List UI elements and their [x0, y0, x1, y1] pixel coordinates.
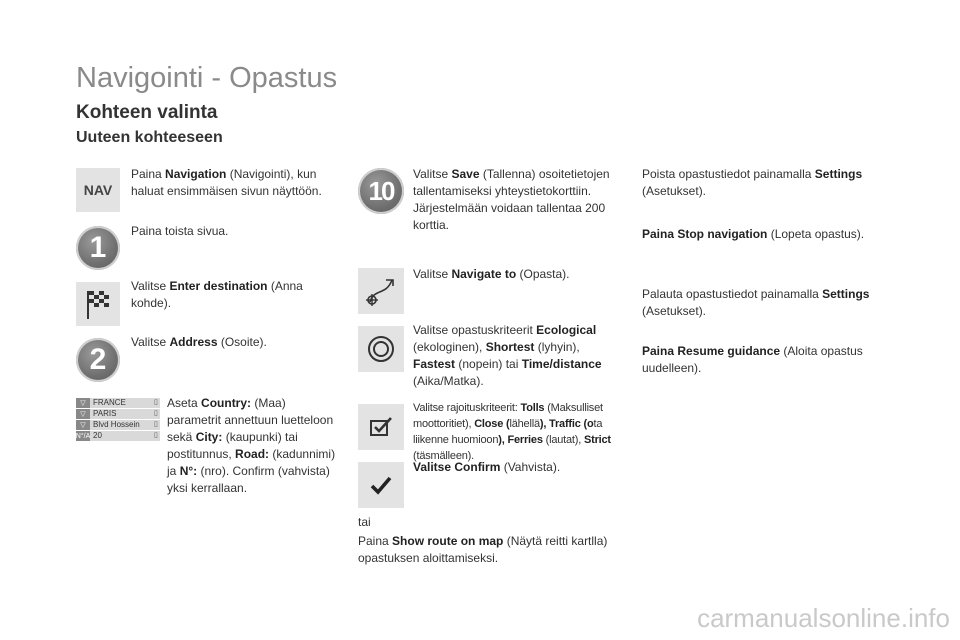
col2-step-save: Valitse Save (Tallenna) osoitetietojen tallentamiseksi yhteystietokorttiin. Järjestelmään voidaan tallentaa 200 korttia. — [413, 167, 610, 232]
col2-or: tai — [358, 515, 371, 529]
checkered-flag-icon — [76, 282, 120, 326]
address-row: ▽ Blvd Hossein ▯ — [76, 420, 160, 431]
step-10-icon: 10 — [358, 168, 404, 214]
nav-button-icon: NAV — [76, 168, 120, 212]
col1-step-page: Paina toista sivua. — [131, 224, 229, 238]
col1-step-navigation: Paina Navigation (Navigointi), kun haluat ensimmäisen sivun näyttöön. — [131, 167, 322, 198]
edit-icon: ▯ — [154, 420, 160, 430]
col3-resume-guidance: Paina Resume guidance (Aloita opastus uudelleen). — [642, 344, 863, 375]
col1-step-enter-destination: Valitse Enter destination (Anna kohde). — [131, 279, 303, 310]
col2-step-confirm: Valitse Confirm (Vahvista). — [413, 460, 561, 474]
step-2-icon: 2 — [76, 338, 120, 382]
page-title: Navigointi - Opastus — [76, 62, 338, 94]
address-form-icon — [76, 398, 160, 442]
section-heading: Kohteen valinta — [76, 102, 218, 123]
edit-icon: ▯ — [154, 431, 160, 441]
col2-step-show-route: Paina Show route on map (Näytä reitti kartlla) opastuksen aloittamiseksi. — [358, 534, 608, 565]
col2-step-restrictions: Valitse rajoituskriteerit: Tolls (Maksulliset moottoritiet), Close (lähellä), Traffic (ota liikenne huomioon), Ferries (lautat), Strict (täsmälleen). — [413, 402, 611, 462]
col3-restore-settings: Palauta opastustiedot painamalla Settings (Asetukset). — [642, 287, 870, 318]
address-row: ▽ PARIS ▯ — [76, 409, 160, 420]
edit-icon: ▯ — [154, 409, 160, 419]
edit-icon: ▯ — [154, 398, 160, 408]
col3-clear-settings: Poista opastustiedot painamalla Settings (Asetukset). — [642, 167, 863, 198]
criteria-icon — [358, 326, 404, 372]
restriction-checkbox-icon — [358, 404, 404, 450]
address-row: N°/A 20 ▯ — [76, 431, 160, 442]
step-1-icon: 1 — [76, 226, 120, 270]
subsection-heading: Uuteen kohteeseen — [76, 129, 223, 146]
col1-step-address: Valitse Address (Osoite). — [131, 335, 267, 349]
navigate-to-icon — [358, 268, 404, 314]
address-row: ▽ FRANCE ▯ — [76, 398, 160, 409]
watermark: carmanualsonline.info — [697, 603, 950, 633]
col1-step-country: Aseta Country: (Maa) parametrit annettuun luetteloon sekä City: (kaupunki) tai postitunnus, Road: (kadunnimi) ja N°: (nro). Confirm (vahvista) yksi kerrallaan. — [167, 396, 336, 495]
col2-step-criteria: Valitse opastuskriteerit Ecological (ekologinen), Shortest (lyhyin), Fastest (nopein) tai Time/distance (Aika/Matka). — [413, 323, 602, 388]
confirm-check-icon — [358, 462, 404, 508]
col3-stop-navigation: Paina Stop navigation (Lopeta opastus). — [642, 227, 865, 241]
col2-step-navigate-to: Valitse Navigate to (Opasta). — [413, 267, 570, 281]
